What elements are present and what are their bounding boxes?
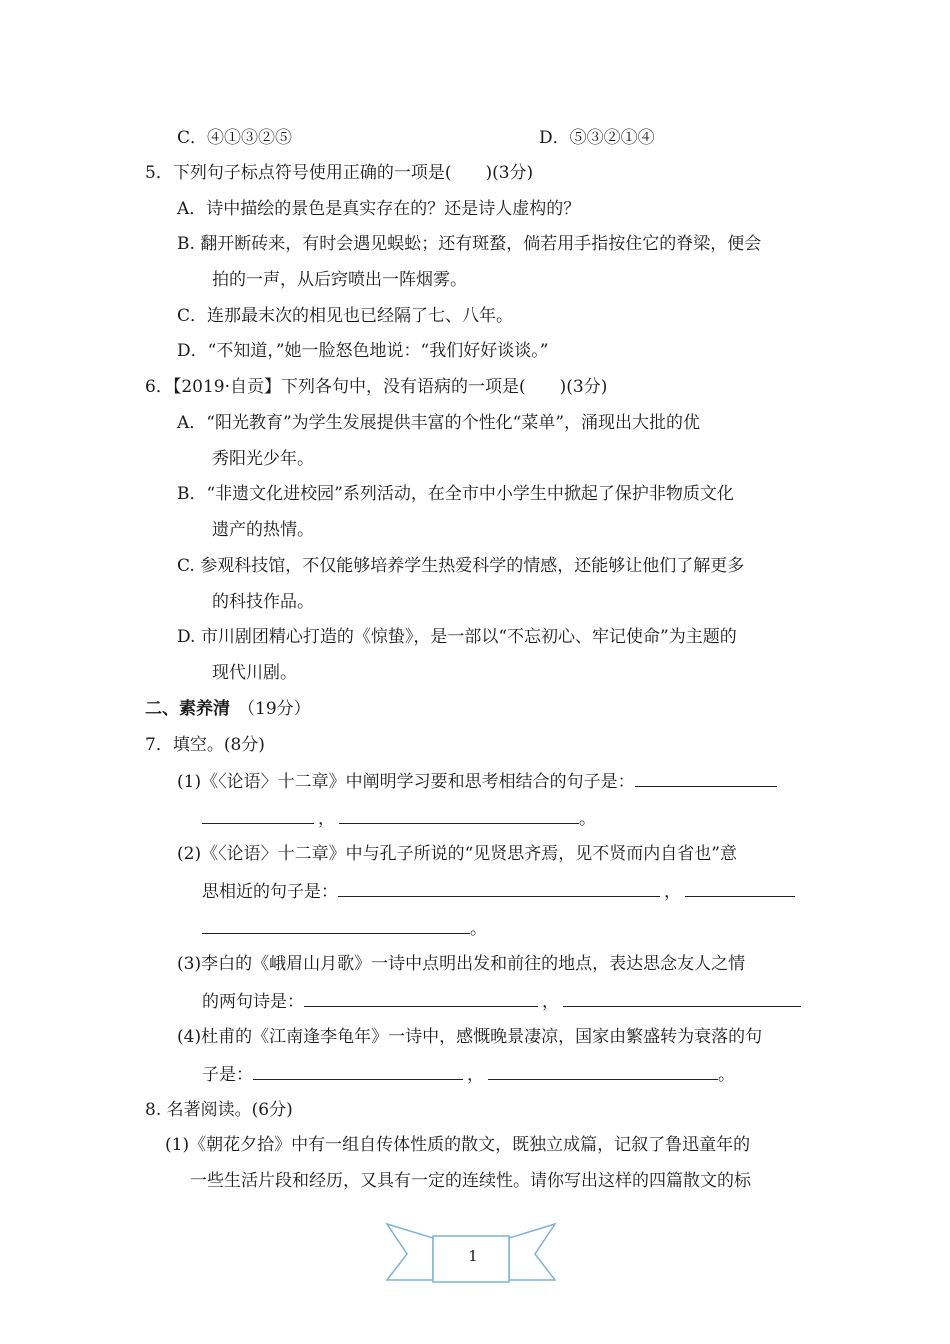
q6-option-d-line2: 现代川剧。 (212, 663, 297, 683)
q6-option-d-line1: D. 市川剧团精心打造的《惊蛰》，是一部以“不忘初心、牢记使命”为主题的 (177, 627, 737, 647)
q7-part3-line1: (3)李白的《峨眉山月歌》一诗中点明出发和前往的地点，表达思念友人之情 (177, 954, 746, 974)
q5-option-d: D．“不知道，”她一脸怒色地说：“我们好好谈谈。” (177, 341, 549, 361)
page-number: 1 (468, 1247, 478, 1265)
ribbon-left-tail (387, 1224, 433, 1280)
period: 。 (470, 919, 487, 939)
q5-option-a: A．诗中描绘的景色是真实存在的？还是诗人虚构的？ (177, 199, 581, 219)
answer-blank[interactable] (339, 806, 579, 824)
q6-option-b-line1: B．“非遗文化进校园”系列活动，在全市中小学生中掀起了保护非物质文化 (177, 484, 734, 504)
q7-part3-text: 的两句诗是： (202, 992, 304, 1012)
q8-part1-line1: (1)《朝花夕拾》中有一组自传体性质的散文，既独立成篇，记叙了鲁迅童年的 (165, 1135, 751, 1155)
answer-blank[interactable] (202, 806, 314, 824)
q7-part1-text: (1)《〈论语〉十二章》中阐明学习要和思考相结合的句子是： (177, 772, 635, 792)
answer-blank[interactable] (563, 989, 801, 1007)
answer-blank[interactable] (338, 879, 660, 897)
answer-blank[interactable] (685, 879, 795, 897)
q8-stem: 8. 名著阅读。(6分) (145, 1100, 293, 1120)
q5-option-b-line1: B. 翻开断砖来，有时会遇见蜈蚣；还有斑蝥，倘若用手指按住它的脊梁，便会 (177, 234, 762, 254)
q7-part2-line1: (2)《〈论语〉十二章》中与孔子所说的“见贤思齐焉，见不贤而内自省也”意 (177, 844, 737, 864)
section-score: （19分） (238, 699, 311, 719)
q7-part2-text: 思相近的句子是： (202, 882, 338, 902)
period: 。 (579, 809, 596, 829)
q6-option-c-line2: 的科技作品。 (212, 592, 314, 612)
comma: ， (542, 992, 559, 1012)
section-heading (145, 697, 311, 721)
q6-option-b-line2: 遗产的热情。 (212, 520, 314, 540)
q4-option-d: D．⑤③②①④ (539, 128, 655, 148)
comma: ， (467, 1065, 484, 1085)
q7-stem: 7．填空。(8分) (145, 735, 265, 755)
q7-part4-line2 (202, 1062, 735, 1087)
q7-part2-line2 (202, 879, 795, 904)
q4-option-c: C．④①③②⑤ (177, 128, 293, 148)
q5-option-b-line2: 拍的一声，从后窍喷出一阵烟雾。 (212, 270, 467, 290)
q8-part1-line2: 一些生活片段和经历，又具有一定的连续性。请你写出这样的四篇散文的标 (190, 1171, 751, 1191)
period: 。 (718, 1065, 735, 1085)
q7-part3-line2 (202, 989, 801, 1014)
answer-blank[interactable] (202, 916, 470, 934)
q6-option-c-line1: C. 参观科技馆，不仅能够培养学生热爱科学的情感，还能够让他们了解更多 (177, 556, 745, 576)
q6-option-a-line2: 秀阳光少年。 (212, 449, 314, 469)
answer-blank[interactable] (253, 1062, 463, 1080)
answer-blank[interactable] (488, 1062, 718, 1080)
answer-blank[interactable] (635, 769, 777, 787)
ribbon-right-tail (509, 1224, 555, 1280)
q7-part4-line1: (4)杜甫的《江南逢李龟年》一诗中，感慨晚景凄凉，国家由繁盛转为衰落的句 (177, 1027, 763, 1047)
q7-part4-text: 子是： (202, 1065, 253, 1085)
q5-option-c: C．连那最末次的相见也已经隔了七、八年。 (177, 306, 514, 326)
q7-part2-line3 (202, 916, 487, 941)
q6-stem: 6．【2019·自贡】下列各句中，没有语病的一项是( )(3分) (145, 377, 608, 397)
comma: ， (664, 882, 681, 902)
q5-stem: 5．下列句子标点符号使用正确的一项是( )(3分) (145, 163, 534, 183)
answer-blank[interactable] (304, 989, 538, 1007)
section-title: 二、素养清 (145, 699, 230, 719)
q7-part1-line2 (202, 806, 596, 831)
q6-option-a-line1: A．“阳光教育”为学生发展提供丰富的个性化“菜单”，涌现出大批的优 (177, 413, 701, 433)
comma: ， (318, 809, 335, 829)
q7-part1-line1 (177, 769, 777, 794)
